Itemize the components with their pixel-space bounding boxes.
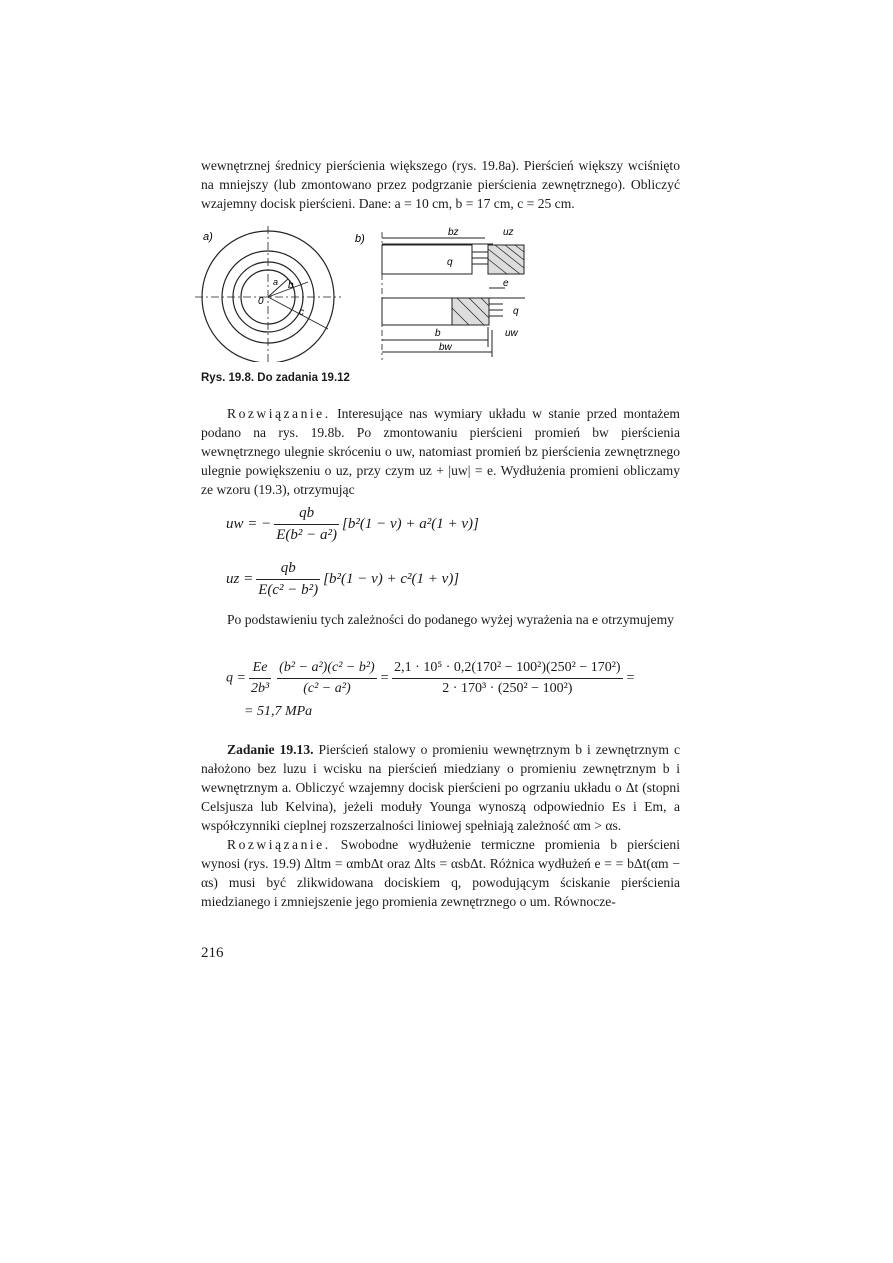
paragraph-solution-2 — [201, 835, 680, 911]
figure-19-8 — [195, 222, 545, 362]
solution-heading: Rozwiązanie. — [227, 406, 331, 421]
figure-caption: Rys. 19.8. Do zadania 19.12 — [201, 372, 350, 384]
eq-uz-lhs: uz = — [226, 570, 254, 587]
paragraph-solution — [201, 404, 680, 499]
solution-2-text: Swobodne wydłużenie termiczne promienia b pierścieni wynosi (rys. 19.9) Δltm = αmbΔt oraz Δlts = αsbΔt. Różnica wydłużeń e = = bΔt(αm − αs) musi być zlikwidowana dociskiem q, powodującym ściskanie pierścienia miedzianego i zmniejszenie jego promienia zewnętrznego o um. Równocze- — [201, 837, 680, 909]
eq-uw-lhs: uw = − — [226, 515, 272, 532]
top-paragraph-block — [201, 156, 680, 213]
eq-q-f3-num: 2,1 · 10⁵ · 0,2(170² − 100²)(250² − 170²) — [392, 660, 622, 679]
ring-cross-section-drawing — [382, 232, 525, 360]
concentric-rings-drawing — [195, 226, 341, 362]
fig-symbol-q-top: q — [447, 257, 453, 268]
task-title: Zadanie 19.13. — [227, 742, 314, 757]
paragraph-task-continuation: wewnętrznej średnicy pierścienia większego (rys. 19.8a). Pierścień większy wciśnięto na mniejszy (lub zmontowano przez podgrzanie pierścienia zewnętrznego). Obliczyć wzajemny docisk pierścieni. Dane: a = 10 cm, b = 17 cm, c = 25 cm. — [201, 158, 680, 211]
eq-q-equals: = — [379, 670, 390, 686]
fig-symbol-b-dim: b — [435, 328, 441, 339]
paragraph-task — [201, 740, 680, 835]
solution-heading-2: Rozwiązanie. — [227, 837, 331, 852]
eq-uz-rhs: [b²(1 − ν) + c²(1 + ν)] — [323, 570, 460, 587]
eq-q-f2-den: (c² − a²) — [303, 681, 351, 696]
fig-symbol-q-bottom: q — [513, 306, 519, 317]
task-block — [201, 740, 680, 911]
substitution-block — [201, 610, 680, 629]
eq-q-fraction-1 — [249, 660, 271, 697]
equation-uz — [226, 560, 459, 599]
eq-q-lhs: q = — [226, 670, 246, 686]
fig-symbol-b: b — [288, 280, 294, 291]
fig-symbol-bz: bz — [448, 227, 459, 238]
page-number: 216 — [201, 945, 224, 961]
solution-block — [201, 404, 680, 499]
eq-uw-numerator: qb — [274, 505, 339, 525]
fig-symbol-e: e — [503, 278, 509, 289]
equation-q — [226, 660, 635, 697]
fig-symbol-a: a — [273, 277, 279, 287]
solution-text: Interesujące nas wymiary układu w stanie przed montażem podano na rys. 19.8b. Po zmontowaniu pierścieni promień bw pierścienia wewnętrznego ulegnie skróceniu o uw, natomiast promień bz pierścienia zewnętrznego ulegnie powiększeniu o uz, przy czym uz + |uw| = e. Wydłużenia promieni obliczamy ze wzoru (19.3), otrzymując — [201, 406, 680, 497]
eq-q-f1-den: 2b³ — [250, 681, 270, 696]
eq-uz-numerator: qb — [256, 560, 320, 580]
fig-label-b: b) — [355, 233, 365, 245]
eq-q-f3-den: 2 · 170³ · (250² − 100²) — [442, 681, 573, 696]
fig-symbol-uw: uw — [505, 328, 518, 339]
equation-uw — [226, 505, 479, 544]
eq-uw-denominator: E(b² − a²) — [276, 527, 338, 543]
fig-label-a: a) — [203, 231, 213, 243]
eq-q-fraction-2 — [277, 660, 377, 697]
eq-uz-denominator: E(c² − b²) — [258, 582, 319, 598]
eq-q-f2-num: (b² − a²)(c² − b²) — [277, 660, 377, 679]
fig-symbol-uz: uz — [503, 227, 514, 238]
eq-q-tail-equals: = — [625, 670, 636, 686]
eq-uz-fraction — [256, 560, 320, 599]
eq-q-fraction-3 — [392, 660, 622, 697]
paragraph-substitution: Po podstawieniu tych zależności do podanego wyżej wyrażenia na e otrzymujemy — [227, 612, 674, 627]
fig-symbol-c: c — [299, 307, 304, 318]
eq-q-f1-num: Ee — [249, 660, 271, 679]
fig-symbol-0: 0 — [258, 296, 264, 307]
eq-uw-fraction — [274, 505, 339, 544]
equation-q-result: = 51,7 MPa — [244, 704, 313, 719]
fig-symbol-bw: bw — [439, 342, 452, 353]
task-text: Pierścień stalowy o promieniu wewnętrznym b i zewnętrznym c nałożono bez luzu i wcisku na pierścień miedziany o promieniu zewnętrznym b i wewnętrznym a. Obliczyć wzajemny docisk pierścieni po ogrzaniu układu o Δt (stopni Celsjusza lub Kelvina), jeżeli moduły Younga wynoszą odpowiednio Es i Em, a współczynniki cieplnej rozszerzalności liniowej spełniają zależność αm > αs. — [201, 742, 680, 833]
eq-uw-rhs: [b²(1 − ν) + a²(1 + ν)] — [342, 515, 479, 532]
